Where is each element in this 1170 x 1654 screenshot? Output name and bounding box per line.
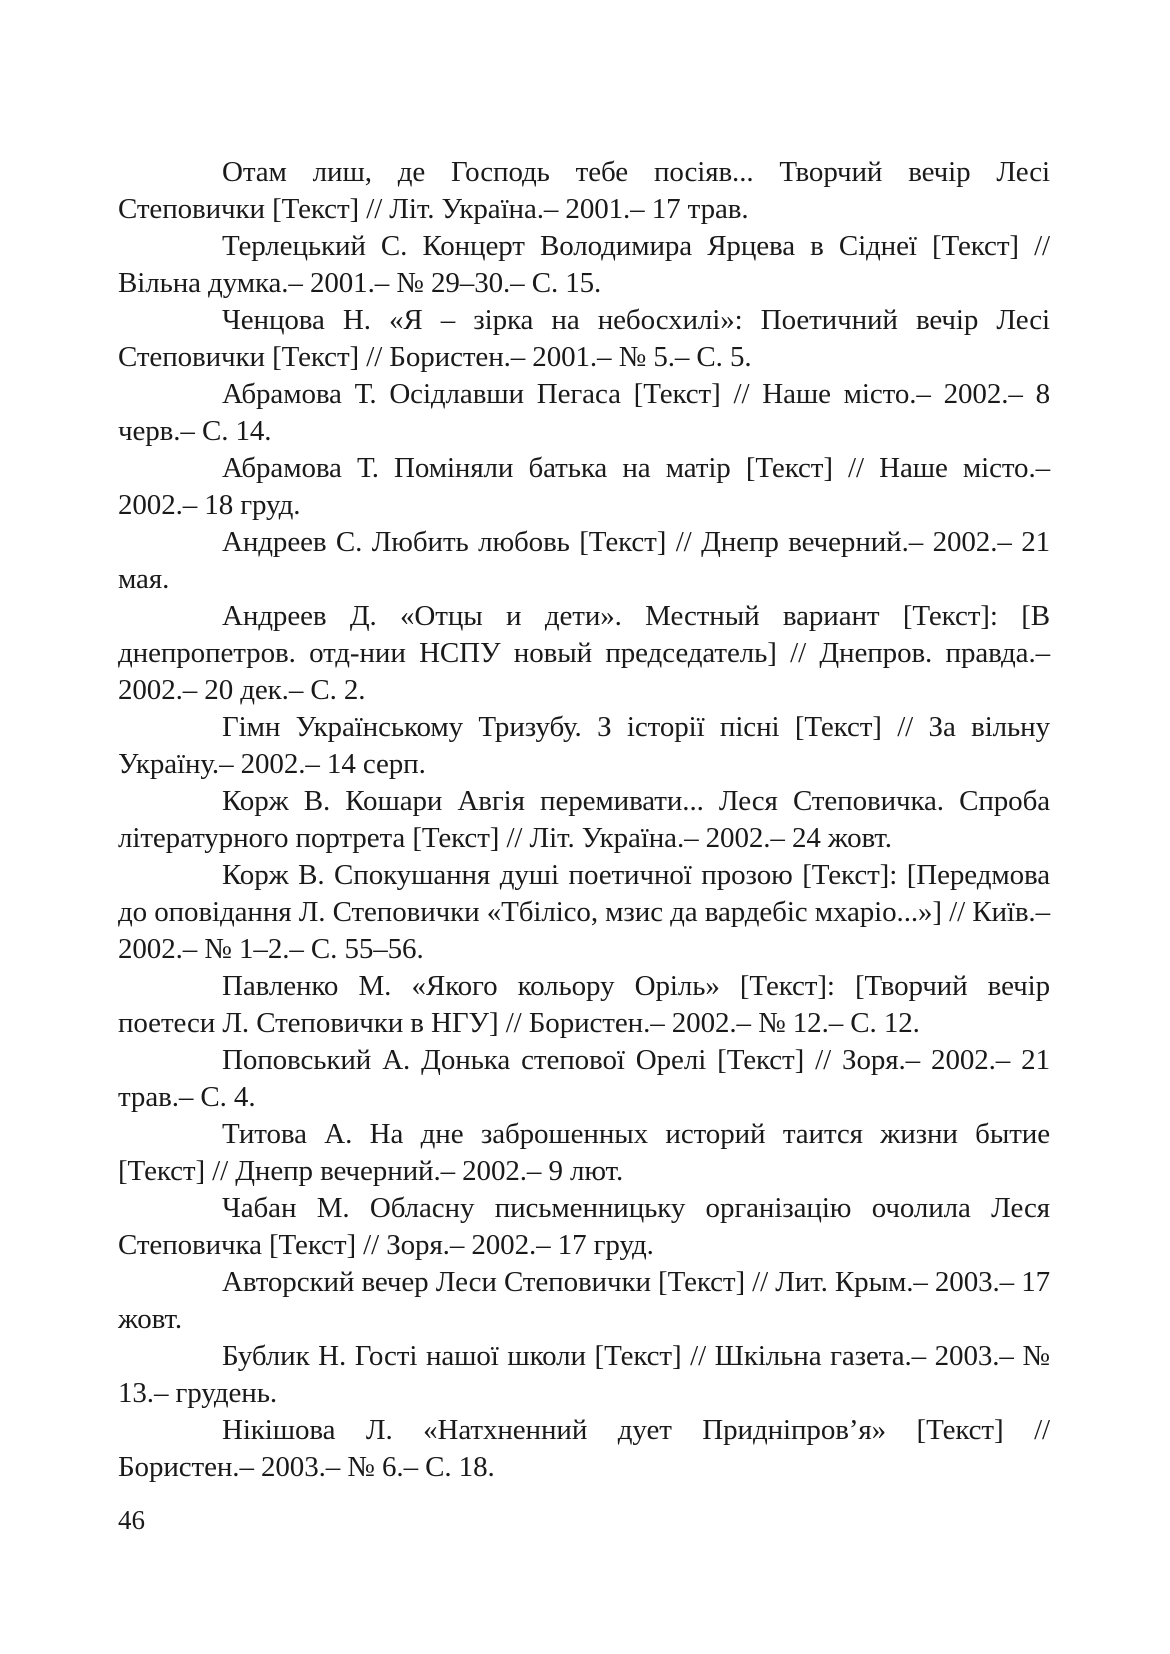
bibliography-entry: Корж В. Кошари Авгія перемивати... Леся Степовичка. Спроба літературного портрета [Текст] // Літ. Україна.– 2002.– 24 жовт. <box>118 785 1050 854</box>
bibliography-entry: Андреев С. Любить любовь [Текст] // Днепр вечерний.– 2002.– 21 мая. <box>118 526 1050 595</box>
bibliography-entry: Ченцова Н. «Я – зірка на небосхилі»: Поетичний вечір Лесі Степовички [Текст] // Бористен.– 2001.– № 5.– С. 5. <box>118 304 1050 373</box>
bibliography-entry: Отам лиш, де Господь тебе посіяв... Творчий вечір Лесі Степовички [Текст] // Літ. Україна.– 2001.– 17 трав. <box>118 156 1050 225</box>
bibliography-list <box>118 154 1050 1486</box>
bibliography-entry: Павленко М. «Якого кольору Оріль» [Текст]: [Творчий вечір поетеси Л. Степовички в НГУ] // Бористен.– 2002.– № 12.– С. 12. <box>118 970 1050 1039</box>
bibliography-entry: Нікішова Л. «Натхненний дует Придніпров’я» [Текст] // Бористен.– 2003.– № 6.– С. 18. <box>118 1414 1050 1483</box>
bibliography-entry: Авторский вечер Леси Степовички [Текст] // Лит. Крым.– 2003.– 17 жовт. <box>118 1266 1051 1335</box>
bibliography-entry: Корж В. Спокушання душі поетичної прозою [Текст]: [Передмова до оповідання Л. Степовички «Тбілісо, мзис да вардебіс мхаріо...»] // Київ.– 2002.– № 1–2.– С. 55–56. <box>118 859 1050 965</box>
bibliography-entry: Андреев Д. «Отцы и дети». Местный вариант [Текст]: [В днепропетров. отд-нии НСПУ новый председатель] // Днепров. правда.– 2002.– 20 дек.– С. 2. <box>118 600 1050 706</box>
bibliography-entry: Гімн Українському Тризубу. З історії пісні [Текст] // За вільну Україну.– 2002.– 14 серп. <box>118 711 1050 780</box>
page-number: 46 <box>118 1505 145 1535</box>
bibliography-entry: Абрамова Т. Поміняли батька на матір [Текст] // Наше місто.– 2002.– 18 груд. <box>118 452 1050 521</box>
bibliography-entry: Абрамова Т. Осідлавши Пегаса [Текст] // Наше місто.– 2002.– 8 черв.– С. 14. <box>118 378 1050 447</box>
bibliography-entry: Терлецький С. Концерт Володимира Ярцева в Сіднеї [Текст] // Вільна думка.– 2001.– № 29–30.– С. 15. <box>118 230 1050 299</box>
bibliography-entry: Чабан М. Обласну письменницьку організацію очолила Леся Степовичка [Текст] // Зоря.– 2002.– 17 груд. <box>118 1192 1050 1261</box>
bibliography-entry: Поповський А. Донька степової Орелі [Текст] // Зоря.– 2002.– 21 трав.– С. 4. <box>118 1044 1050 1113</box>
bibliography-entry: Титова А. На дне заброшенных историй таится жизни бытие [Текст] // Днепр вечерний.– 2002.– 9 лют. <box>118 1118 1050 1187</box>
bibliography-entry: Бублик Н. Гості нашої школи [Текст] // Шкільна газета.– 2003.– № 13.– грудень. <box>118 1340 1050 1409</box>
